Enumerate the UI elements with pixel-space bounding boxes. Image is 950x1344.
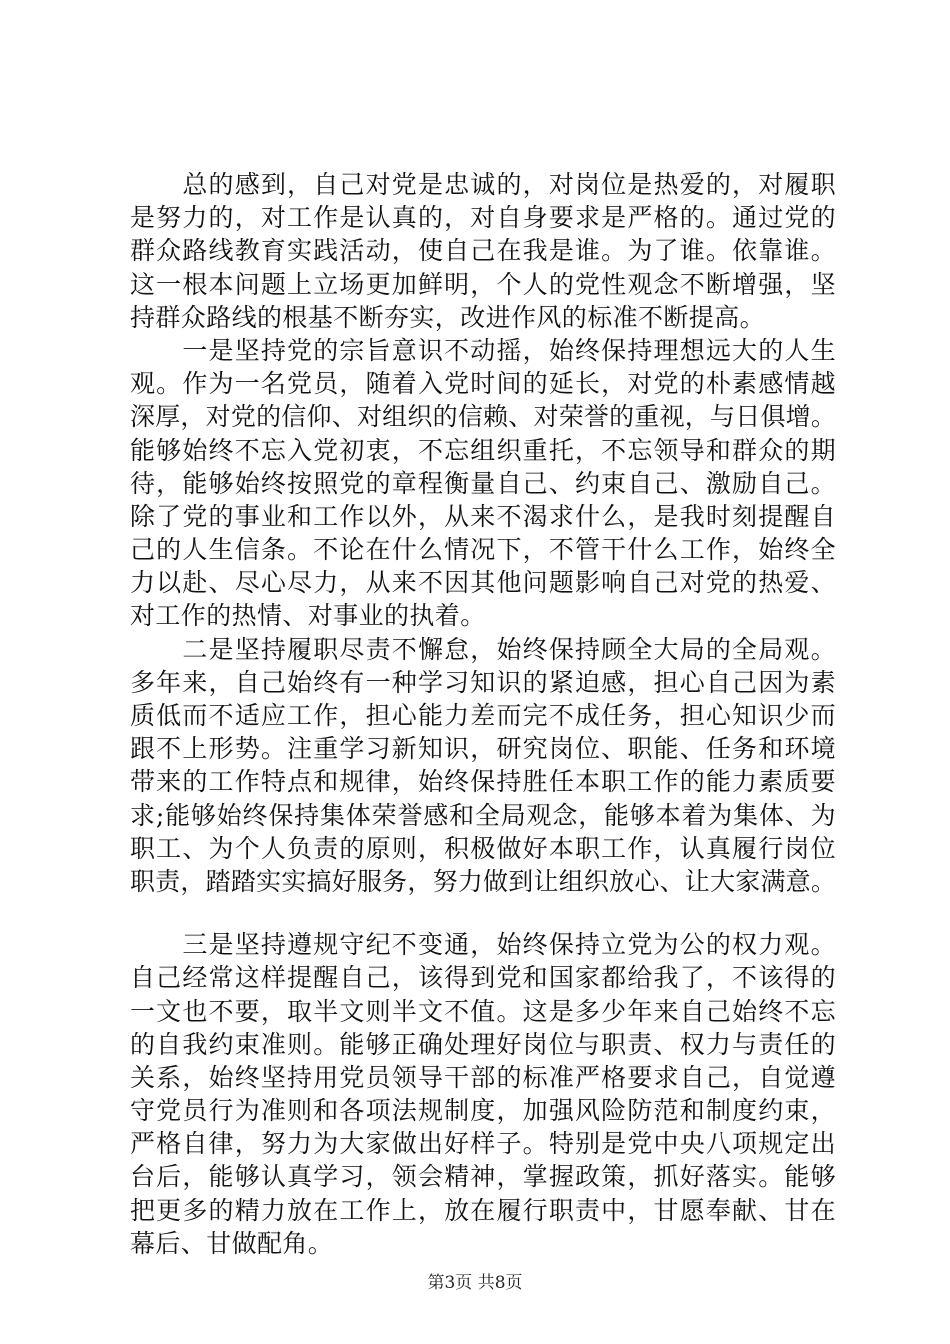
text-line: 职工、为个人负责的原则，积极做好本职工作，认真履行岗位 (130, 833, 836, 863)
text-line: 总的感到，自己对党是忠诚的，对岗位是热爱的，对履职 (130, 170, 836, 199)
text-line: 群众路线教育实践活动，使自己在我是谁。为了谁。依靠谁。 (130, 236, 836, 266)
text-line: 二是坚持履职尽责不懈怠，始终保持顾全大局的全局观。 (130, 634, 836, 664)
text-line: 是努力的，对工作是认真的，对自身要求是严格的。通过党的 (130, 203, 836, 233)
text-line: 把更多的精力放在工作上，放在履行职责中，甘愿奉献、甘在 (130, 1195, 836, 1225)
text-line: 深厚，对党的信仰、对组织的信赖、对荣誉的重视，与日俱增。 (130, 402, 836, 432)
text-line: 守党员行为准则和各项法规制度，加强风险防范和制度约束， (130, 1096, 836, 1126)
text-line: 除了党的事业和工作以外，从来不渴求什么，是我时刻提醒自 (130, 501, 836, 531)
text-line: 质低而不适应工作，担心能力差而完不成任务，担心知识少而 (130, 701, 836, 730)
text-line: 对工作的热情、对事业的执着。 (130, 601, 486, 631)
text-line: 能够始终不忘入党初衷，不忘组织重托，不忘领导和群众的期 (130, 435, 836, 465)
text-line: 台后，能够认真学习，领会精神，掌握政策，抓好落实。能够 (130, 1162, 836, 1192)
text-line: 一是坚持党的宗旨意识不动摇，始终保持理想远大的人生 (130, 335, 836, 365)
document-body (130, 168, 836, 1260)
text-line: 三是坚持遵规守纪不变通，始终保持立党为公的权力观。 (130, 930, 836, 960)
text-line: 持群众路线的根基不断夯实，改进作风的标准不断提高。 (130, 302, 766, 332)
text-line: 严格自律，努力为大家做出好样子。特别是党中央八项规定出 (130, 1129, 836, 1159)
text-line: 的自我约束准则。能够正确处理好岗位与职责、权力与责任的 (130, 1029, 836, 1059)
text-line: 自己经常这样提醒自己，该得到党和国家都给我了，不该得的 (130, 963, 836, 993)
paragraph-1 (130, 168, 836, 334)
paragraph-2 (130, 334, 836, 633)
paragraph-3 (130, 633, 836, 899)
paragraph-4 (130, 928, 836, 1260)
text-line: 观。作为一名党员，随着入党时间的延长，对党的朴素感情越 (130, 369, 836, 399)
paragraph-gap (130, 898, 836, 928)
text-line: 己的人生信条。不论在什么情况下，不管干什么工作，始终全 (130, 535, 836, 565)
text-line: 跟不上形势。注重学习新知识，研究岗位、职能、任务和环境 (130, 734, 836, 764)
text-line: 幕后、甘做配角。 (130, 1228, 334, 1258)
text-line: 求;能够始终保持集体荣誉感和全局观念，能够本着为集体、为 (130, 800, 836, 830)
text-line: 待，能够始终按照党的章程衡量自己、约束自己、激励自己。 (130, 468, 836, 498)
text-line: 力以赴、尽心尽力，从来不因其他问题影响自己对党的热爱、 (130, 568, 836, 598)
page-footer: 第3页 共8页 (427, 1273, 523, 1293)
text-line: 职责，踏踏实实搞好服务，努力做到让组织放心、让大家满意。 (130, 866, 836, 896)
text-line: 关系，始终坚持用党员领导干部的标准严格要求自己，自觉遵 (130, 1062, 836, 1092)
text-line: 带来的工作特点和规律，始终保持胜任本职工作的能力素质要 (130, 767, 836, 797)
text-line: 一文也不要，取半文则半文不值。这是多少年来自己始终不忘 (130, 996, 836, 1026)
text-line: 多年来，自己始终有一种学习知识的紧迫感，担心自己因为素 (130, 667, 836, 697)
text-line: 这一根本问题上立场更加鲜明，个人的党性观念不断增强，坚 (130, 269, 836, 299)
